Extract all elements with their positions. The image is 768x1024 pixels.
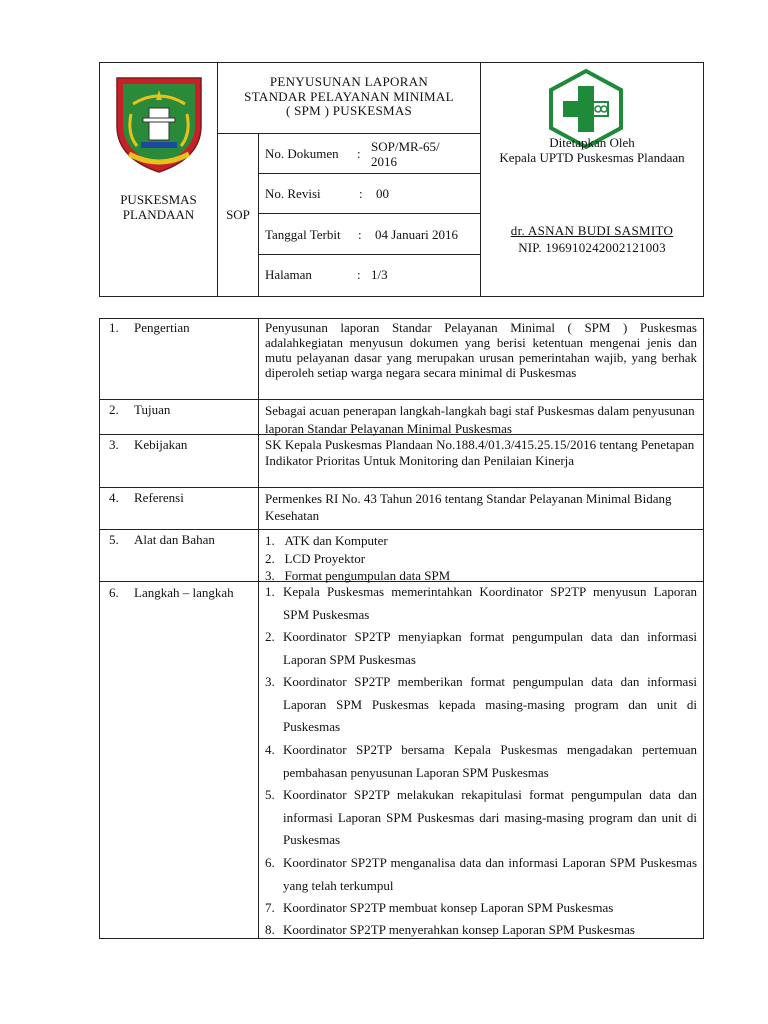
list-item: 4. Koordinator SP2TP bersama Kepala Puskesmas mengadakan pertemuan pembahasan penyusunan Laporan SPM Puskesmas (265, 742, 697, 780)
field-label-halaman: Halaman (265, 267, 312, 282)
field-value-halaman: 1/3 (371, 267, 388, 282)
title-line3: ( SPM ) PUSKESMAS (285, 103, 413, 118)
list-item: 1. ATK dan Komputer (265, 533, 388, 548)
field-sep: : (359, 186, 363, 201)
signer-name: dr. ASNAN BUDI SASMITO (510, 223, 674, 238)
kepala-uptd: Kepala UPTD Puskesmas Plandaan (499, 150, 685, 165)
field-sep: : (357, 267, 361, 282)
field-value-no-dokumen: SOP/MR-65/ 2016 (371, 139, 440, 169)
section-number: 3. (109, 437, 119, 452)
field-label-no-revisi: No. Revisi (265, 186, 321, 201)
field-value-no-revisi: 00 (376, 186, 389, 201)
list-item: 5. Koordinator SP2TP melakukan rekapitulasi format pengumpulan data dan informasi Laporan SPM Puskesmas dari masing-masing program dan unit di Puskesmas (265, 787, 697, 847)
org-name (100, 192, 217, 222)
section-number: 1. (109, 320, 119, 335)
org-name-line1: PUSKESMAS (120, 192, 197, 207)
field-label-no-dokumen: No. Dokumen (265, 146, 339, 161)
title-line1: PENYUSUNAN LAPORAN (269, 74, 429, 89)
ditetapkan-oleh: Ditetapkan Oleh (549, 135, 635, 150)
list-item: 6. Koordinator SP2TP menganalisa data dan informasi Laporan SPM Puskesmas yang telah terkumpul (265, 855, 697, 893)
section-number: 5. (109, 532, 119, 547)
section-label-langkah: Langkah – langkah (134, 585, 234, 600)
section-text-kebijakan: SK Kepala Puskesmas Plandaan No.188.4/01.3/415.25.15/2016 tentang Penetapan Indikator Prioritas Untuk Monitoring dan Penilaian Kinerja (265, 437, 695, 468)
list-item: 8. Koordinator SP2TP menyerahkan konsep Laporan SPM Puskesmas (265, 922, 635, 937)
title-line2: STANDAR PELAYANAN MINIMAL (244, 88, 454, 104)
list-item: 2. Koordinator SP2TP menyiapkan format pengumpulan data dan informasi Laporan SPM Puskesmas (265, 629, 697, 667)
field-sep: : (357, 146, 361, 161)
section-label-tujuan: Tujuan (134, 402, 171, 417)
jombang-emblem-icon (113, 74, 205, 174)
org-name-line2: PLANDAAN (122, 207, 195, 222)
signer-nip: NIP. 196910242002121003 (518, 240, 666, 255)
section-number: 2. (109, 402, 119, 417)
list-item: 2. LCD Proyektor (265, 550, 366, 566)
section-label-alat-dan-bahan: Alat dan Bahan (134, 532, 215, 547)
list-item: 7. Koordinator SP2TP membuat konsep Laporan SPM Puskesmas (265, 900, 614, 915)
section-number: 6. (109, 585, 119, 600)
list-item: 3. Format pengumpulan data SPM (265, 568, 451, 583)
field-sep: : (358, 227, 362, 242)
sop-label: SOP (226, 207, 250, 222)
field-value-tanggal-terbit: 04 Januari 2016 (375, 227, 459, 242)
list-item: 3. Koordinator SP2TP memberikan format pengumpulan data dan informasi Laporan SPM Puskesmas kepada masing-masing program dan unit di Puskesmas (265, 674, 697, 734)
section-text-tujuan: Sebagai acuan penerapan langkah-langkah bagi staf Puskesmas dalam penyusunan laporan Standar Pelayanan Minimal Puskesmas (265, 403, 695, 436)
document-title (218, 75, 480, 119)
section-label-pengertian: Pengertian (134, 320, 190, 335)
section-label-kebijakan: Kebijakan (134, 437, 188, 452)
list-item: 1. Kepala Puskesmas memerintahkan Koordinator SP2TP menyusun Laporan SPM Puskesmas (265, 584, 697, 622)
section-label-referensi: Referensi (134, 490, 184, 505)
section-number: 4. (109, 490, 119, 505)
field-label-tanggal-terbit: Tanggal Terbit (265, 227, 341, 242)
section-text-referensi: Permenkes RI No. 43 Tahun 2016 tentang Standar Pelayanan Minimal Bidang Kesehatan (265, 491, 672, 523)
list-alat-dan-bahan (265, 532, 450, 585)
section-text-pengertian: Penyusunan laporan Standar Pelayanan Minimal ( SPM ) Puskesmas adalahkegiatan menyusun dokumen yang berisi ketentuan mengenai jenis dan mutu pelayanan dasar yang merupakan urusan pemerintahan wajib, yang berhak diperoleh setiap warga negara secara minimal di Puskesmas (265, 320, 697, 380)
